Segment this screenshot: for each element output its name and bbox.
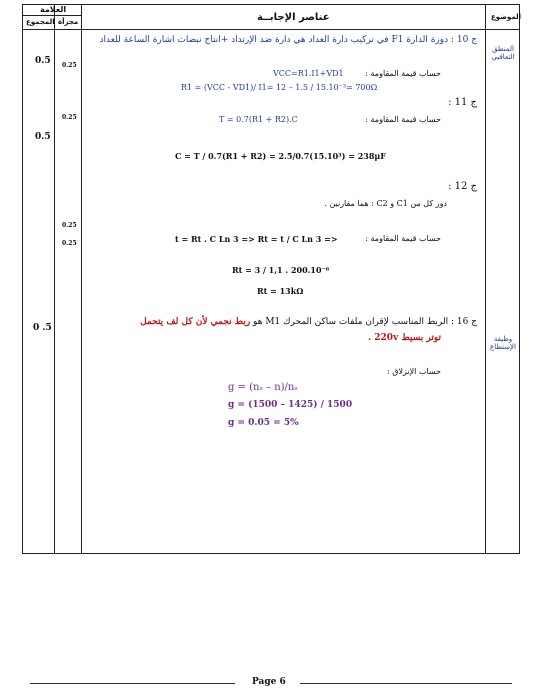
slip-numeric: g = (1500 – 1425) / 1500 (228, 400, 353, 410)
column-divider (54, 5, 55, 553)
c-equation: C = T / 0.7(R1 + R2) = 2.5/0.7(15.10³) = 238μF (175, 151, 386, 161)
partial-header: مجزأة (58, 18, 79, 26)
q10-text: ج 10 : دورة الدارة F1 في تركيب دارة العداد هي دارة ضد الإرتداد +انتاج نبضات اشارة الساعة للعداد (99, 35, 477, 45)
header-divider (23, 29, 519, 30)
mark-total: 0.5 (35, 132, 51, 142)
side-label-logic: المنطق التعاقبي (491, 45, 515, 61)
q11-label: ج 11 : (448, 97, 477, 108)
t-rt-equation: t = Rt . C Ln 3 => Rt = t / C Ln 3 => (175, 234, 338, 244)
topic-header: الموضوع (491, 13, 522, 21)
side-label-function: وظيفة الإستطاع (490, 335, 516, 351)
total-header: المجموع (26, 18, 55, 26)
mark-header: العلامة (40, 5, 67, 14)
q16-text: ج 16 : الربط المناسب لإقران ملفات ساكن المحرك M1 هو ربط نجمي لأن كل لف يتحمل (140, 317, 477, 327)
footer-rule (300, 683, 512, 684)
rt-equation: Rt = 3 / 1,1 . 200.10⁻⁶ (232, 265, 330, 275)
mark-partial: 0.25 (62, 62, 77, 69)
calc-resistance-label: حساب قيمة المقاومة : (365, 234, 441, 243)
column-divider (81, 5, 82, 553)
t-equation: T = 0.7(R1 + R2).C (219, 115, 298, 124)
footer-rule (30, 683, 235, 684)
answer-header: عناصر الإجابــة (257, 12, 330, 23)
vcc-equation: VCC=R1.I1+VD1 (273, 69, 344, 78)
q16-continuation: توتر بسيط 220v . (368, 333, 441, 343)
comparator-role: دور كل من C1 و C2 : هما مقارنين . (324, 199, 447, 208)
mark-total: 0 .5 (33, 323, 52, 333)
column-divider (485, 5, 486, 553)
q12-label: ج 12 : (448, 181, 477, 192)
slip-label: حساب الإنزلاق : (386, 367, 441, 376)
calc-resistance-label: حساب قيمة المقاومة : (365, 115, 441, 124)
calc-resistance-label: حساب قيمة المقاومة : (365, 69, 441, 78)
mark-total: 0.5 (35, 56, 51, 66)
mark-partial: 0.25 (62, 240, 77, 247)
mark-partial: 0.25 (62, 114, 77, 121)
mark-partial: 0.25 (62, 222, 77, 229)
slip-formula: g = (nₛ – n)/nₛ (228, 382, 298, 393)
page-number: Page 6 (252, 677, 286, 687)
rt-value: Rt = 13kΩ (257, 286, 304, 296)
answer-table (22, 4, 520, 554)
r1-equation: R1 = (VCC - VD1)/ I1= 12 – 1.5 / 15.10⁻³= 700Ω (181, 83, 378, 92)
slip-value: g = 0.05 = 5% (228, 418, 299, 428)
header-subdivider (23, 15, 81, 16)
